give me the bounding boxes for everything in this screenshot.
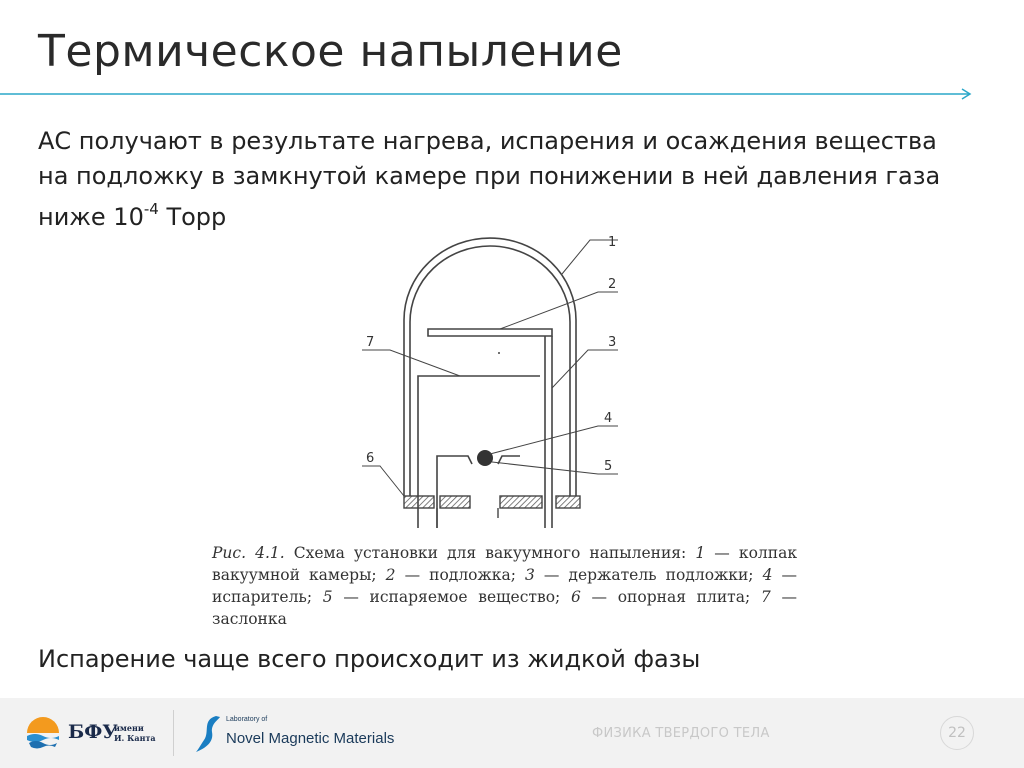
leader-3: [552, 350, 618, 388]
leader-2: [500, 292, 618, 329]
diagram-label-4: 4: [604, 411, 613, 426]
evaporated-substance: [477, 450, 493, 466]
conclusion-text: Испарение чаще всего происходит из жидкой фазы: [38, 645, 701, 673]
bfu-emblem-icon: [24, 715, 62, 753]
course-name: ФИЗИКА ТВЕРДОГО ТЕЛА: [592, 726, 770, 741]
diagram-label-7: 7: [366, 335, 375, 350]
leader-7: [362, 350, 460, 376]
diagram-label-5: 5: [604, 459, 613, 474]
substrate: [428, 329, 552, 336]
body-line-2: на подложку в замкнутой камере при понижении в ней давления газа: [38, 162, 941, 190]
lab-name: Novel Magnetic Materials: [226, 730, 395, 747]
leader-5: [492, 462, 618, 474]
substrate-holder: [545, 336, 552, 528]
bfu-sub: имени И. Канта: [114, 723, 156, 743]
diagram-label-3: 3: [608, 335, 617, 350]
bfu-logo: [24, 713, 174, 755]
lab-swoosh-icon: [194, 714, 222, 754]
diagram-label-1: 1: [608, 235, 617, 250]
figure-number: Рис. 4.1.: [212, 544, 285, 562]
title-underline-arrow: [0, 86, 980, 102]
leader-6: [362, 466, 404, 496]
base-plate-seg-2: [440, 496, 470, 508]
figure-caption: Рис. 4.1. Схема установки для вакуумного напыления: 1 — колпак вакуумной камеры; 2 — подложка; 3 — держатель подложки; 4 — испаритель; 5 — испаряемое вещество; 6 — опорная плита; 7 — заслонка: [212, 544, 798, 628]
body-paragraph: [38, 124, 988, 235]
leader-4: [490, 426, 618, 454]
exponent: -4: [143, 200, 159, 218]
page-number: 22: [940, 716, 974, 750]
base-plate-seg-1: [404, 496, 434, 508]
evaporator: [437, 456, 520, 528]
slide-title: Термическое напыление: [38, 26, 623, 77]
footer-divider: [173, 710, 174, 756]
body-line-3-text: ниже 10: [38, 203, 144, 231]
diagram-label-2: 2: [608, 277, 617, 292]
diagram-label-6: 6: [366, 451, 375, 466]
base-plate-seg-3: [500, 496, 542, 508]
bfu-name: БФУ: [68, 721, 118, 743]
body-line-1: АС получают в результате нагрева, испарения и осаждения вещества: [38, 127, 937, 155]
pressure-unit: Торр: [158, 203, 227, 231]
base-plate-seg-4: [556, 496, 580, 508]
lab-prefix: Laboratory of: [226, 716, 268, 723]
vacuum-deposition-diagram: [340, 228, 640, 538]
nmm-lab-logo: [194, 714, 414, 754]
